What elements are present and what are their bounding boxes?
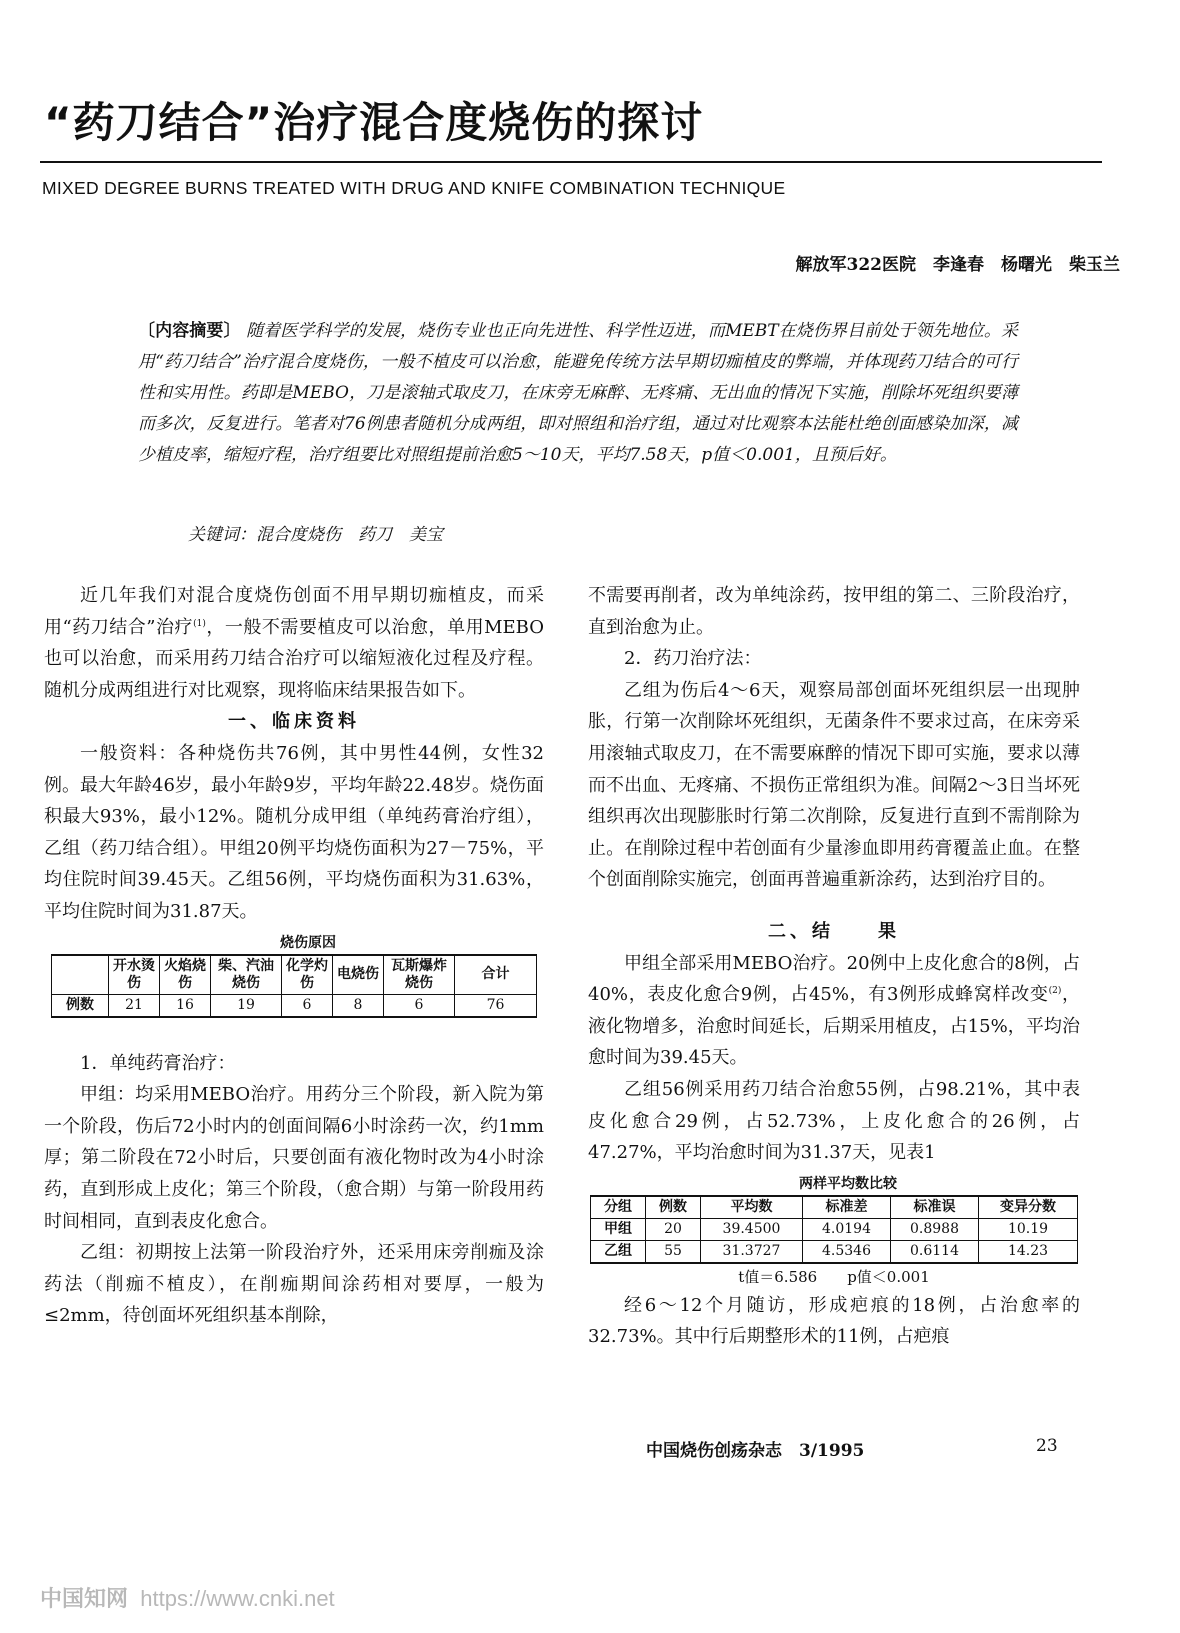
table-cell: 4.0194 [802,1218,890,1240]
table-cell: 31.3727 [701,1240,803,1263]
burn-cause-table-block [44,932,544,1018]
table-cell: 0.6114 [890,1240,978,1263]
english-title: MIXED DEGREE BURNS TREATED WITH DRUG AND KNIFE COMBINATION TECHNIQUE [42,178,786,198]
group-a-paragraph: 甲组：均采用MEBO治疗。用药分三个阶段，新入院为第一个阶段，伤后72小时内的创面间隔6小时涂药一次，约1mm厚；第二阶段在72小时后，只要创面有液化物时改为4小时涂药，直到形成上皮化；第三个阶段，（愈合期）与第一阶段用药时间相同，直到表皮化愈合。 [44,1084,544,1232]
article-title: “药刀结合”治疗混合度烧伤的探讨 [44,98,704,147]
citation-1: (1) [193,618,206,629]
result-a-paragraph [588,948,1080,1074]
cnki-watermark [40,1582,335,1613]
row-label: 甲组 [591,1218,646,1240]
page-number: 23 [1036,1436,1058,1456]
burn-cause-table [51,954,537,1018]
table-row [52,994,537,1017]
table-header-row [591,1196,1078,1219]
burn-cause-table-caption: 烧伤原因 [280,934,336,951]
table-header-cell: 火焰烧伤 [160,955,211,995]
table-header-cell: 标准误 [890,1196,978,1219]
table-header-cell: 开水烫伤 [109,955,160,995]
table-cell: 0.8988 [890,1218,978,1240]
title-rule [40,161,1102,163]
row-label: 例数 [52,994,109,1017]
table-header-row [52,955,537,995]
table-header-cell: 合计 [455,955,537,995]
affiliation-authors: 解放军322医院 李逢春 杨曙光 柴玉兰 [795,255,1120,275]
subheading-drug-knife: 2．药刀治疗法： [624,648,762,670]
table-header-cell: 标准差 [802,1196,890,1219]
abstract [138,316,1018,471]
table-cell: 76 [455,994,537,1017]
subheading-drug-only: 1．单纯药膏治疗： [80,1052,236,1074]
table-header-cell: 变异分数 [978,1196,1077,1219]
table-cell: 39.4500 [701,1218,803,1240]
statistics-line: t值＝6.586 p值＜0.001 [738,1267,930,1286]
table-cell: 16 [160,994,211,1017]
section-heading-results: 二、结 果 [768,920,900,942]
method-paragraph: 乙组为伤后4～6天，观察局部创面坏死组织层一出现肿胀，行第一次削除坏死组织，无菌条件不要求过高，在床旁采用滚轴式取皮刀，在不需要麻醉的情况下即可实施，要求以薄而不出血、无疼痛、不损伤正常组织为准。间隔2～3日当坏死组织再次出现膨胀时行第二次削除，反复进行直到不需削除为止。在削除过程中若创面有少量渗血即用药膏覆盖止血。在整个创面削除实施完，创面再普遍重新涂药，达到治疗目的。 [588,679,1080,891]
table-cell: 19 [211,994,282,1017]
abstract-label: 〔内容摘要〕 [138,321,241,341]
citation-2: (2) [1048,986,1062,997]
watermark-url: https://www.cnki.net [140,1586,335,1611]
general-info-paragraph: 一般资料：各种烧伤共76例，其中男性44例，女性32例。最大年龄46岁，最小年龄9岁，平均年龄22.48岁。烧伤面积最大93%，最小12%。随机分成甲组（单纯药膏治疗组），乙组（药刀结合组）。甲组20例平均烧伤面积为27－75%，平均住院时间39.45天。乙组56例，平均烧伤面积为31.63%，平均住院时间为31.87天。 [44,742,544,922]
journal-footer: 中国烧伤创疡杂志 3/1995 [646,1441,865,1461]
table-cell: 8 [333,994,384,1017]
row-label: 乙组 [591,1240,646,1263]
table-header-cell: 化学灼伤 [282,955,333,995]
group-b-paragraph: 乙组：初期按上法第一阶段治疗外，还采用床旁削痂及涂药法（削痂不植皮），在削痂期间涂药相对要厚，一般为≤2mm，待创面坏死组织基本削除， [44,1242,544,1327]
result-a-text-b: ，液化物增多，治愈时间延长，后期采用植皮，占15%，平均治愈时间为39.45天。 [588,984,1081,1069]
table-header-cell: 平均数 [701,1196,803,1219]
intro-text-b: ，一般不需要植皮可以治愈，单用MEBO也可以治愈，而采用药刀结合治疗可以缩短液化过程及疗程。随机分成两组进行对比观察，现将临床结果报告如下。 [44,616,545,701]
intro-text-a: 近几年我们对混合度烧伤创面不用早期切痂植皮，而采用“药刀结合”治疗 [44,585,544,638]
mean-comparison-caption: 两样平均数比较 [799,1175,897,1192]
result-a-text-a: 甲组全部采用MEBO治疗。20例中上皮化愈合的8例，占40%，表皮化愈合9例，占45%，有3例形成蜂窝样改变 [588,952,1080,1006]
table-row [591,1240,1078,1263]
table-row [591,1218,1078,1240]
table-header-cell: 瓦斯爆炸烧伤 [384,955,455,995]
section-heading-clinical: 一、临床资料 [228,711,360,733]
mean-comparison-table-block [588,1173,1080,1290]
result-b-paragraph: 乙组56例采用药刀结合治愈55例，占98.21%，其中表皮化愈合29例，占52.73%，上皮化愈合的26例，占47.27%，平均治愈时间为31.37天，见表1 [588,1078,1080,1164]
continued-paragraph: 不需要再削者，改为单纯涂药，按甲组的第二、三阶段治疗，直到治愈为止。 [588,585,1080,638]
table-cell: 6 [384,994,455,1017]
right-column [588,580,1080,1353]
table-cell: 20 [646,1218,701,1240]
table-header-cell [52,955,109,995]
table-header-cell: 例数 [646,1196,701,1219]
table-header-cell: 电烧伤 [333,955,384,995]
table-cell: 14.23 [978,1240,1077,1263]
table-cell: 10.19 [978,1218,1077,1240]
intro-paragraph [44,580,544,706]
table-header-cell: 柴、汽油烧伤 [211,955,282,995]
left-column [44,580,544,1332]
abstract-text: 随着医学科学的发展，烧伤专业也正向先进性、科学性迈进，而MEBT在烧伤界目前处于领先地位。采用“药刀结合”治疗混合度烧伤，一般不植皮可以治愈，能避免传统方法早期切痂植皮的弊端，并体现药刀结合的可行性和实用性。药即是MEBO，刀是滚轴式取皮刀，在床旁无麻醉、无疼痛、无出血的情况下实施，削除坏死组织要薄而多次，反复进行。笔者对76例患者随机分成两组，即对照组和治疗组，通过对比观察本法能杜绝创面感染加深，减少植皮率，缩短疗程，治疗组要比对照组提前治愈5～10天，平均7.58天，p值＜0.001，且预后好。 [138,321,1019,465]
mean-comparison-table [590,1195,1078,1264]
keywords: 关键词：混合度烧伤 药刀 美宝 [188,525,443,545]
watermark-brand: 中国知网 [40,1587,129,1612]
table-cell: 4.5346 [802,1240,890,1263]
table-cell: 21 [109,994,160,1017]
followup-paragraph: 经6～12个月随访，形成疤痕的18例，占治愈率的32.73%。其中行后期整形术的11例，占疤痕 [588,1294,1080,1348]
table-header-cell: 分组 [591,1196,646,1219]
table-cell: 55 [646,1240,701,1263]
table-cell: 6 [282,994,333,1017]
